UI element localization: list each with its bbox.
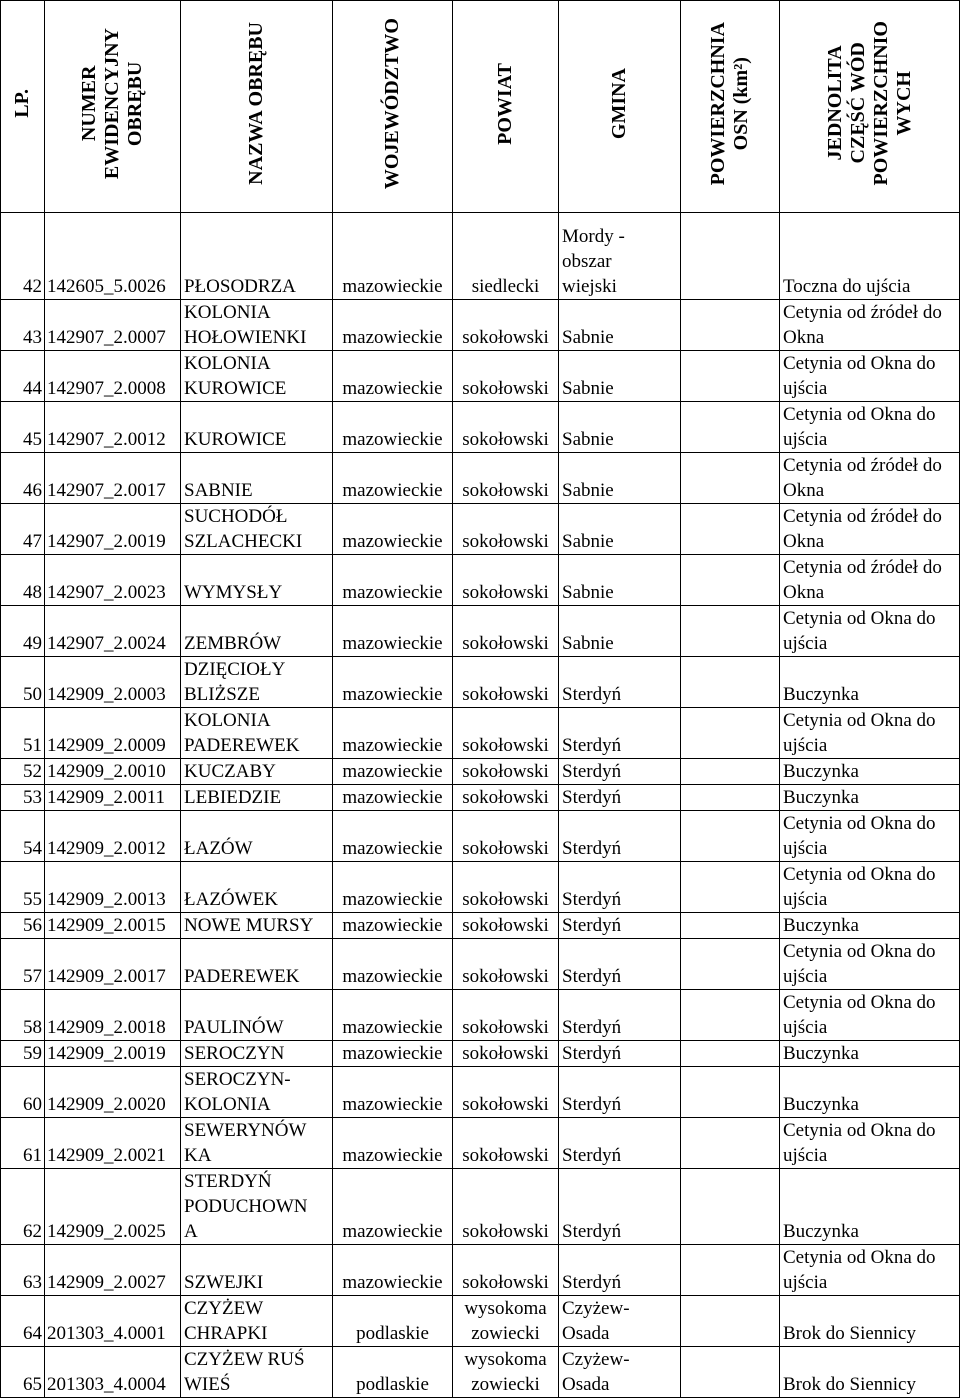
row-gmina: Sterdyń	[559, 1067, 681, 1118]
row-jcwp: Buczynka	[780, 785, 960, 811]
table-row	[1, 657, 960, 708]
row-nazwa: DZIĘCIOŁY BLIŻSZE	[181, 657, 333, 708]
row-gmina: Sabnie	[559, 606, 681, 657]
row-powiat: sokołowski	[453, 990, 559, 1041]
row-gmina: Sabnie	[559, 453, 681, 504]
table-row	[1, 1041, 960, 1067]
row-lp: 52	[1, 759, 45, 785]
table-row	[1, 1347, 960, 1398]
row-wojewodztwo: mazowieckie	[333, 1245, 453, 1296]
row-jcwp: Cetynia od Okna do ujścia	[780, 606, 960, 657]
row-wojewodztwo: podlaskie	[333, 1296, 453, 1347]
row-powiat: sokołowski	[453, 402, 559, 453]
row-powiat: sokołowski	[453, 1169, 559, 1245]
row-numer: 142909_2.0027	[45, 1245, 181, 1296]
row-lp: 42	[1, 213, 45, 300]
row-powierzchnia	[681, 453, 780, 504]
row-jcwp: Buczynka	[780, 657, 960, 708]
row-lp: 53	[1, 785, 45, 811]
table-row	[1, 1118, 960, 1169]
row-powierzchnia	[681, 939, 780, 990]
row-jcwp: Cetynia od Okna do ujścia	[780, 351, 960, 402]
row-powiat: sokołowski	[453, 300, 559, 351]
row-jcwp: Buczynka	[780, 1067, 960, 1118]
row-nazwa: PAULINÓW	[181, 990, 333, 1041]
table-row	[1, 990, 960, 1041]
row-wojewodztwo: mazowieckie	[333, 990, 453, 1041]
row-numer: 142909_2.0021	[45, 1118, 181, 1169]
row-nazwa: PŁOSODRZA	[181, 213, 333, 300]
table-row	[1, 555, 960, 606]
row-nazwa: KUCZABY	[181, 759, 333, 785]
row-powiat: siedlecki	[453, 213, 559, 300]
row-nazwa: ŁAZÓWEK	[181, 862, 333, 913]
row-numer: 142907_2.0024	[45, 606, 181, 657]
row-lp: 44	[1, 351, 45, 402]
row-jcwp: Cetynia od źródeł do Okna	[780, 300, 960, 351]
row-lp: 58	[1, 990, 45, 1041]
row-powierzchnia	[681, 504, 780, 555]
row-powierzchnia	[681, 913, 780, 939]
row-lp: 60	[1, 1067, 45, 1118]
row-nazwa: CZYŻEW RUŚ WIEŚ	[181, 1347, 333, 1398]
row-wojewodztwo: mazowieckie	[333, 913, 453, 939]
row-powiat: wysokoma zowiecki	[453, 1347, 559, 1398]
row-wojewodztwo: mazowieckie	[333, 1169, 453, 1245]
table-row	[1, 939, 960, 990]
row-powierzchnia	[681, 213, 780, 300]
row-jcwp: Cetynia od Okna do ujścia	[780, 862, 960, 913]
table-body	[1, 213, 960, 1398]
row-lp: 46	[1, 453, 45, 504]
table-row	[1, 300, 960, 351]
row-powiat: sokołowski	[453, 606, 559, 657]
row-lp: 59	[1, 1041, 45, 1067]
row-lp: 49	[1, 606, 45, 657]
row-jcwp: Buczynka	[780, 1041, 960, 1067]
row-numer: 142909_2.0013	[45, 862, 181, 913]
header-numer-ewidencyjny: NUMER EWIDENCYJNY OBRĘBU	[45, 1, 181, 213]
table-row	[1, 1067, 960, 1118]
row-powierzchnia	[681, 402, 780, 453]
table-row	[1, 913, 960, 939]
row-powierzchnia	[681, 759, 780, 785]
row-numer: 142907_2.0023	[45, 555, 181, 606]
row-jcwp: Toczna do ujścia	[780, 213, 960, 300]
row-powiat: sokołowski	[453, 1067, 559, 1118]
row-lp: 56	[1, 913, 45, 939]
row-gmina: Sterdyń	[559, 785, 681, 811]
table-row	[1, 708, 960, 759]
row-powierzchnia	[681, 1169, 780, 1245]
row-wojewodztwo: mazowieckie	[333, 759, 453, 785]
row-numer: 142907_2.0017	[45, 453, 181, 504]
row-jcwp: Brok do Siennicy	[780, 1296, 960, 1347]
row-gmina: Sabnie	[559, 300, 681, 351]
row-wojewodztwo: mazowieckie	[333, 811, 453, 862]
row-powiat: sokołowski	[453, 1041, 559, 1067]
row-nazwa: SABNIE	[181, 453, 333, 504]
row-powierzchnia	[681, 657, 780, 708]
row-gmina: Sterdyń	[559, 862, 681, 913]
row-wojewodztwo: mazowieckie	[333, 1118, 453, 1169]
row-powiat: sokołowski	[453, 708, 559, 759]
row-nazwa: NOWE MURSY	[181, 913, 333, 939]
row-powiat: sokołowski	[453, 811, 559, 862]
row-numer: 142909_2.0019	[45, 1041, 181, 1067]
table-row	[1, 1169, 960, 1245]
row-jcwp: Cetynia od Okna do ujścia	[780, 990, 960, 1041]
row-numer: 142907_2.0007	[45, 300, 181, 351]
row-gmina: Sterdyń	[559, 708, 681, 759]
row-jcwp: Cetynia od Okna do ujścia	[780, 1118, 960, 1169]
row-powiat: sokołowski	[453, 504, 559, 555]
row-nazwa: SEROCZYN- KOLONIA	[181, 1067, 333, 1118]
row-numer: 201303_4.0004	[45, 1347, 181, 1398]
row-powierzchnia	[681, 1296, 780, 1347]
row-gmina: Sterdyń	[559, 1169, 681, 1245]
row-powiat: sokołowski	[453, 657, 559, 708]
row-gmina: Mordy - obszar wiejski	[559, 213, 681, 300]
row-nazwa: KUROWICE	[181, 402, 333, 453]
row-jcwp: Buczynka	[780, 759, 960, 785]
table-row	[1, 811, 960, 862]
row-nazwa: KOLONIA HOŁOWIENKI	[181, 300, 333, 351]
row-gmina: Sterdyń	[559, 1041, 681, 1067]
table-row	[1, 1296, 960, 1347]
row-gmina: Czyżew- Osada	[559, 1296, 681, 1347]
row-lp: 55	[1, 862, 45, 913]
row-gmina: Sterdyń	[559, 939, 681, 990]
row-wojewodztwo: mazowieckie	[333, 708, 453, 759]
row-nazwa: WYMYSŁY	[181, 555, 333, 606]
header-jcwp: JEDNOLITA CZĘŚĆ WÓD POWIERZCHNIO WYCH	[780, 1, 960, 213]
row-powierzchnia	[681, 708, 780, 759]
table-row	[1, 351, 960, 402]
table-row	[1, 606, 960, 657]
row-wojewodztwo: mazowieckie	[333, 1041, 453, 1067]
table-row	[1, 213, 960, 300]
row-powierzchnia	[681, 1245, 780, 1296]
row-jcwp: Cetynia od źródeł do Okna	[780, 453, 960, 504]
row-powiat: sokołowski	[453, 1245, 559, 1296]
row-powierzchnia	[681, 1347, 780, 1398]
row-numer: 201303_4.0001	[45, 1296, 181, 1347]
table-row	[1, 402, 960, 453]
row-powierzchnia	[681, 811, 780, 862]
row-jcwp: Cetynia od Okna do ujścia	[780, 811, 960, 862]
table-row	[1, 1245, 960, 1296]
row-powiat: sokołowski	[453, 759, 559, 785]
row-jcwp: Brok do Siennicy	[780, 1347, 960, 1398]
header-nazwa-obrebu: NAZWA OBRĘBU	[181, 1, 333, 213]
row-numer: 142909_2.0003	[45, 657, 181, 708]
row-nazwa: ZEMBRÓW	[181, 606, 333, 657]
table-row	[1, 504, 960, 555]
row-powierzchnia	[681, 555, 780, 606]
header-powierzchnia: POWIERZCHNIA OSN (km²)	[681, 1, 780, 213]
header-powiat: POWIAT	[453, 1, 559, 213]
row-wojewodztwo: mazowieckie	[333, 785, 453, 811]
row-numer: 142909_2.0020	[45, 1067, 181, 1118]
row-powiat: sokołowski	[453, 351, 559, 402]
row-nazwa: KOLONIA PADEREWEK	[181, 708, 333, 759]
row-gmina: Sterdyń	[559, 657, 681, 708]
row-nazwa: SUCHODÓŁ SZLACHECKI	[181, 504, 333, 555]
row-lp: 48	[1, 555, 45, 606]
row-powiat: sokołowski	[453, 453, 559, 504]
header-wojewodztwo: WOJEWÓDZTWO	[333, 1, 453, 213]
row-lp: 64	[1, 1296, 45, 1347]
row-gmina: Sabnie	[559, 504, 681, 555]
row-nazwa: CZYŻEW CHRAPKI	[181, 1296, 333, 1347]
row-numer: 142909_2.0017	[45, 939, 181, 990]
row-jcwp: Cetynia od źródeł do Okna	[780, 555, 960, 606]
row-nazwa: PADEREWEK	[181, 939, 333, 990]
row-nazwa: SZWEJKI	[181, 1245, 333, 1296]
table-row	[1, 759, 960, 785]
row-numer: 142909_2.0012	[45, 811, 181, 862]
row-wojewodztwo: mazowieckie	[333, 351, 453, 402]
row-wojewodztwo: mazowieckie	[333, 939, 453, 990]
row-jcwp: Cetynia od Okna do ujścia	[780, 708, 960, 759]
row-lp: 47	[1, 504, 45, 555]
row-gmina: Sterdyń	[559, 811, 681, 862]
row-wojewodztwo: mazowieckie	[333, 657, 453, 708]
row-powiat: sokołowski	[453, 939, 559, 990]
row-jcwp: Cetynia od Okna do ujścia	[780, 402, 960, 453]
row-nazwa: SEWERYNÓW KA	[181, 1118, 333, 1169]
row-gmina: Sabnie	[559, 351, 681, 402]
header-row	[1, 1, 960, 213]
row-numer: 142909_2.0011	[45, 785, 181, 811]
row-powiat: sokołowski	[453, 862, 559, 913]
row-wojewodztwo: mazowieckie	[333, 1067, 453, 1118]
row-gmina: Czyżew- Osada	[559, 1347, 681, 1398]
row-lp: 54	[1, 811, 45, 862]
row-gmina: Sterdyń	[559, 1118, 681, 1169]
row-numer: 142909_2.0010	[45, 759, 181, 785]
row-lp: 50	[1, 657, 45, 708]
row-gmina: Sabnie	[559, 402, 681, 453]
row-powierzchnia	[681, 785, 780, 811]
row-gmina: Sterdyń	[559, 1245, 681, 1296]
row-numer: 142605_5.0026	[45, 213, 181, 300]
table-row	[1, 862, 960, 913]
row-lp: 45	[1, 402, 45, 453]
row-wojewodztwo: mazowieckie	[333, 504, 453, 555]
header-lp: LP.	[1, 1, 45, 213]
row-nazwa: LEBIEDZIE	[181, 785, 333, 811]
row-jcwp: Buczynka	[780, 1169, 960, 1245]
row-powiat: wysokoma zowiecki	[453, 1296, 559, 1347]
row-wojewodztwo: mazowieckie	[333, 402, 453, 453]
row-lp: 57	[1, 939, 45, 990]
row-numer: 142909_2.0025	[45, 1169, 181, 1245]
row-powierzchnia	[681, 990, 780, 1041]
row-gmina: Sterdyń	[559, 990, 681, 1041]
row-nazwa: ŁAZÓW	[181, 811, 333, 862]
row-powierzchnia	[681, 351, 780, 402]
row-powierzchnia	[681, 606, 780, 657]
row-wojewodztwo: mazowieckie	[333, 606, 453, 657]
row-powierzchnia	[681, 1041, 780, 1067]
row-lp: 62	[1, 1169, 45, 1245]
row-wojewodztwo: podlaskie	[333, 1347, 453, 1398]
row-jcwp: Cetynia od Okna do ujścia	[780, 1245, 960, 1296]
row-lp: 43	[1, 300, 45, 351]
row-wojewodztwo: mazowieckie	[333, 862, 453, 913]
row-jcwp: Cetynia od źródeł do Okna	[780, 504, 960, 555]
row-wojewodztwo: mazowieckie	[333, 213, 453, 300]
row-powierzchnia	[681, 1118, 780, 1169]
row-powiat: sokołowski	[453, 785, 559, 811]
row-numer: 142907_2.0019	[45, 504, 181, 555]
row-nazwa: SEROCZYN	[181, 1041, 333, 1067]
row-wojewodztwo: mazowieckie	[333, 300, 453, 351]
row-numer: 142907_2.0012	[45, 402, 181, 453]
row-gmina: Sabnie	[559, 555, 681, 606]
row-nazwa: STERDYŃ PODUCHOWN A	[181, 1169, 333, 1245]
row-powiat: sokołowski	[453, 913, 559, 939]
row-jcwp: Cetynia od Okna do ujścia	[780, 939, 960, 990]
row-lp: 61	[1, 1118, 45, 1169]
row-lp: 65	[1, 1347, 45, 1398]
row-powiat: sokołowski	[453, 555, 559, 606]
table-row	[1, 785, 960, 811]
table-row	[1, 453, 960, 504]
row-powierzchnia	[681, 1067, 780, 1118]
row-lp: 51	[1, 708, 45, 759]
row-powierzchnia	[681, 862, 780, 913]
row-wojewodztwo: mazowieckie	[333, 453, 453, 504]
row-gmina: Sterdyń	[559, 759, 681, 785]
row-numer: 142909_2.0009	[45, 708, 181, 759]
header-gmina: GMINA	[559, 1, 681, 213]
row-lp: 63	[1, 1245, 45, 1296]
row-jcwp: Buczynka	[780, 913, 960, 939]
row-nazwa: KOLONIA KUROWICE	[181, 351, 333, 402]
row-numer: 142909_2.0018	[45, 990, 181, 1041]
row-powiat: sokołowski	[453, 1118, 559, 1169]
row-wojewodztwo: mazowieckie	[333, 555, 453, 606]
row-numer: 142909_2.0015	[45, 913, 181, 939]
row-powierzchnia	[681, 300, 780, 351]
row-numer: 142907_2.0008	[45, 351, 181, 402]
row-gmina: Sterdyń	[559, 913, 681, 939]
